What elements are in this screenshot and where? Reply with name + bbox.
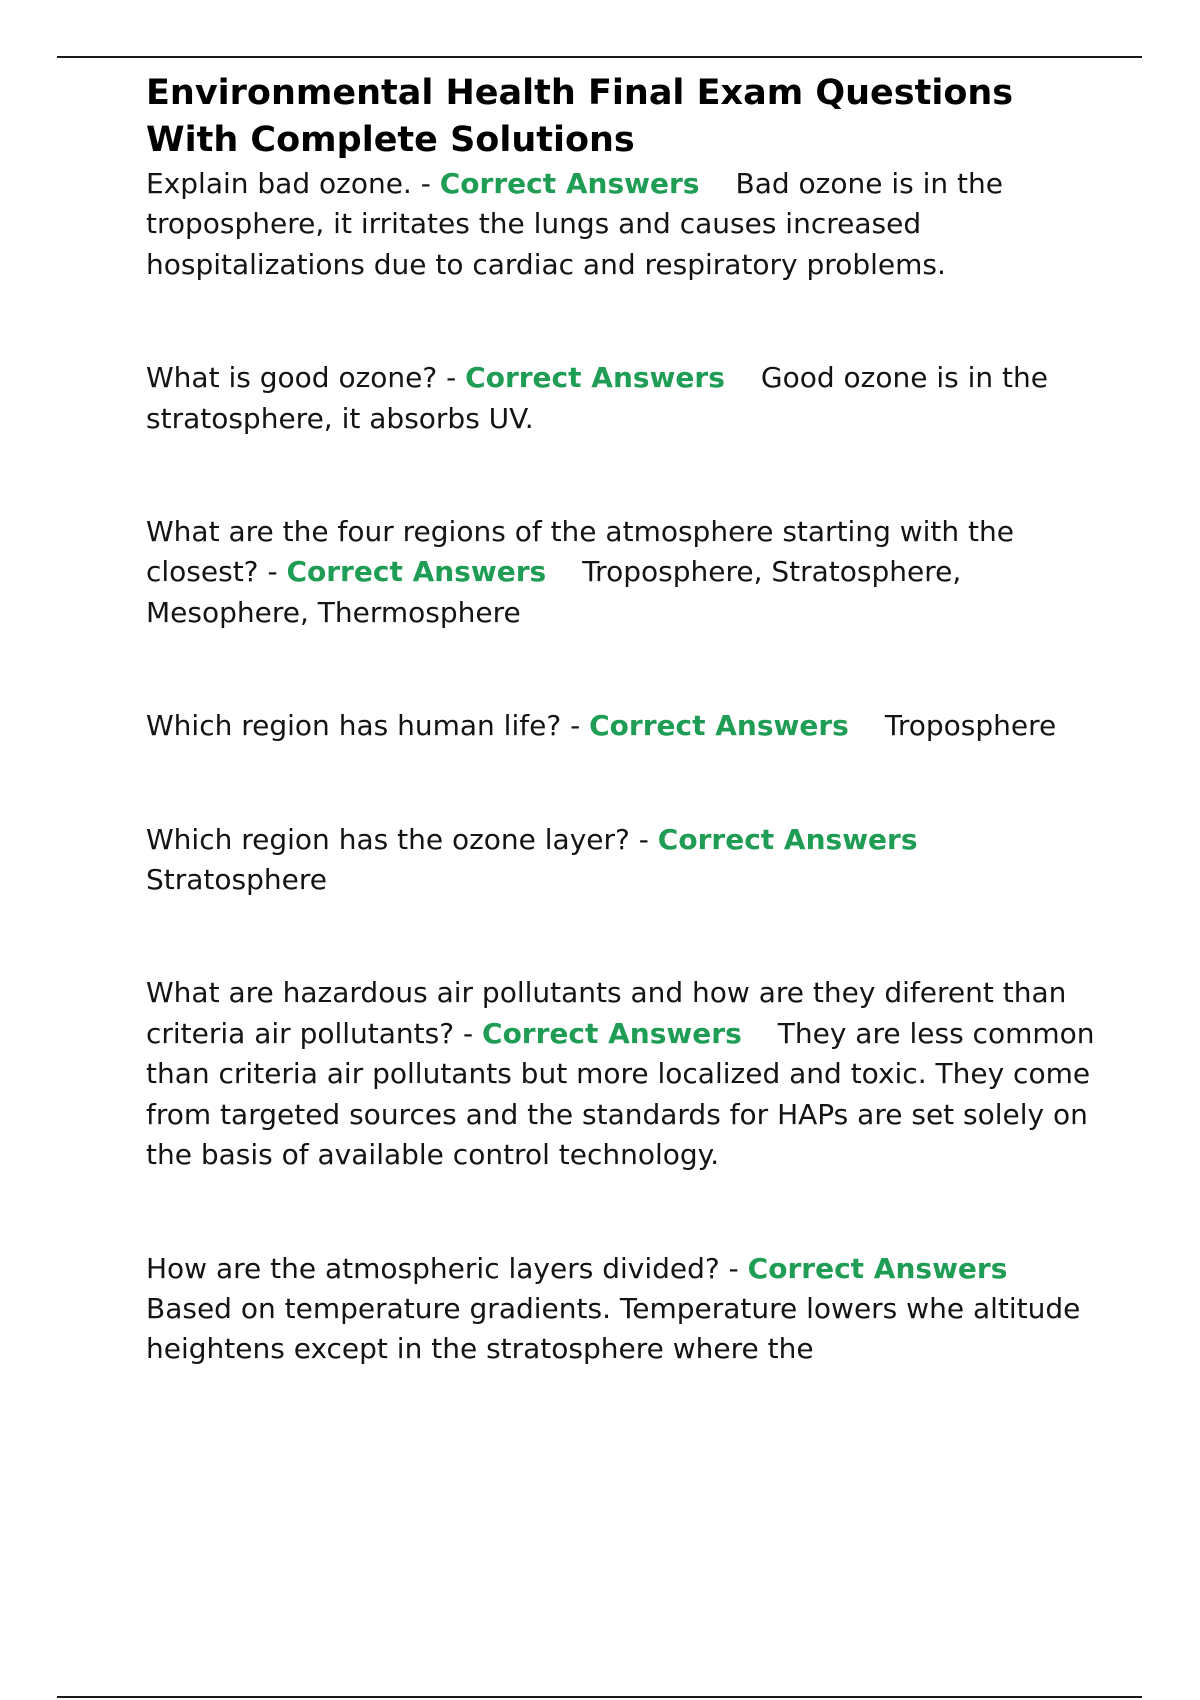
question-text: Explain bad ozone. [146,167,412,200]
question-text: What is good ozone? [146,361,438,395]
answer-text: Troposphere [884,709,1057,743]
answer-text: Stratosphere [146,863,327,897]
separator: - [629,822,658,856]
answer-text: Bad ozone is in the troposphere, it irritates the lungs and causes increased hospitalizations due to cardiac and respiratory problems. [146,167,1004,281]
qa-item [146,358,1096,439]
question-text: Which region has the ozone layer? [146,822,630,856]
separator: - [258,555,287,589]
separator: - [411,167,440,200]
answer-text: Based on temperature gradients. Temperature lowers whe altitude heightens except in the stratosphere where the [146,1291,1081,1366]
answer-label: Correct Answers [439,167,700,200]
document-title: Environmental Health Final Exam Questions With Complete Solutions [146,73,1014,160]
qa-item [146,512,1096,633]
separator: - [454,1016,483,1050]
answer-label: Correct Answers [747,1251,1008,1285]
answer-label: Correct Answers [482,1016,742,1050]
qa-item [146,1249,1096,1370]
answer-text: Troposphere, Stratosphere, Mesophere, Thermosphere [146,555,962,629]
answer-label: Correct Answers [286,555,547,589]
separator: - [437,361,466,395]
question-text: How are the atmospheric layers divided? [146,1251,720,1285]
qa-item [146,706,1096,746]
document-page [146,70,1096,1443]
qa-item [146,164,1096,285]
qa-item [146,973,1096,1175]
answer-label: Correct Answers [589,709,849,743]
answer-label: Correct Answers [657,822,918,856]
qa-item [146,820,1096,901]
separator: - [561,709,590,743]
question-text: What are the four regions of the atmosphere starting with the closest? [146,515,1014,589]
separator: - [719,1251,748,1285]
top-rule [57,56,1142,58]
answer-text: Good ozone is in the stratosphere, it absorbs UV. [146,361,1048,435]
question-text: Which region has human life? [146,709,562,743]
answer-text: They are less common than criteria air pollutants but more localized and toxic. They come from targeted sources and the standards for HAPs are set solely on the basis of available control technology. [146,1016,1095,1172]
bottom-rule [57,1696,1142,1698]
answer-label: Correct Answers [465,361,725,395]
question-text: What are hazardous air pollutants and how are they diferent than criteria air pollutants? [146,976,1067,1050]
